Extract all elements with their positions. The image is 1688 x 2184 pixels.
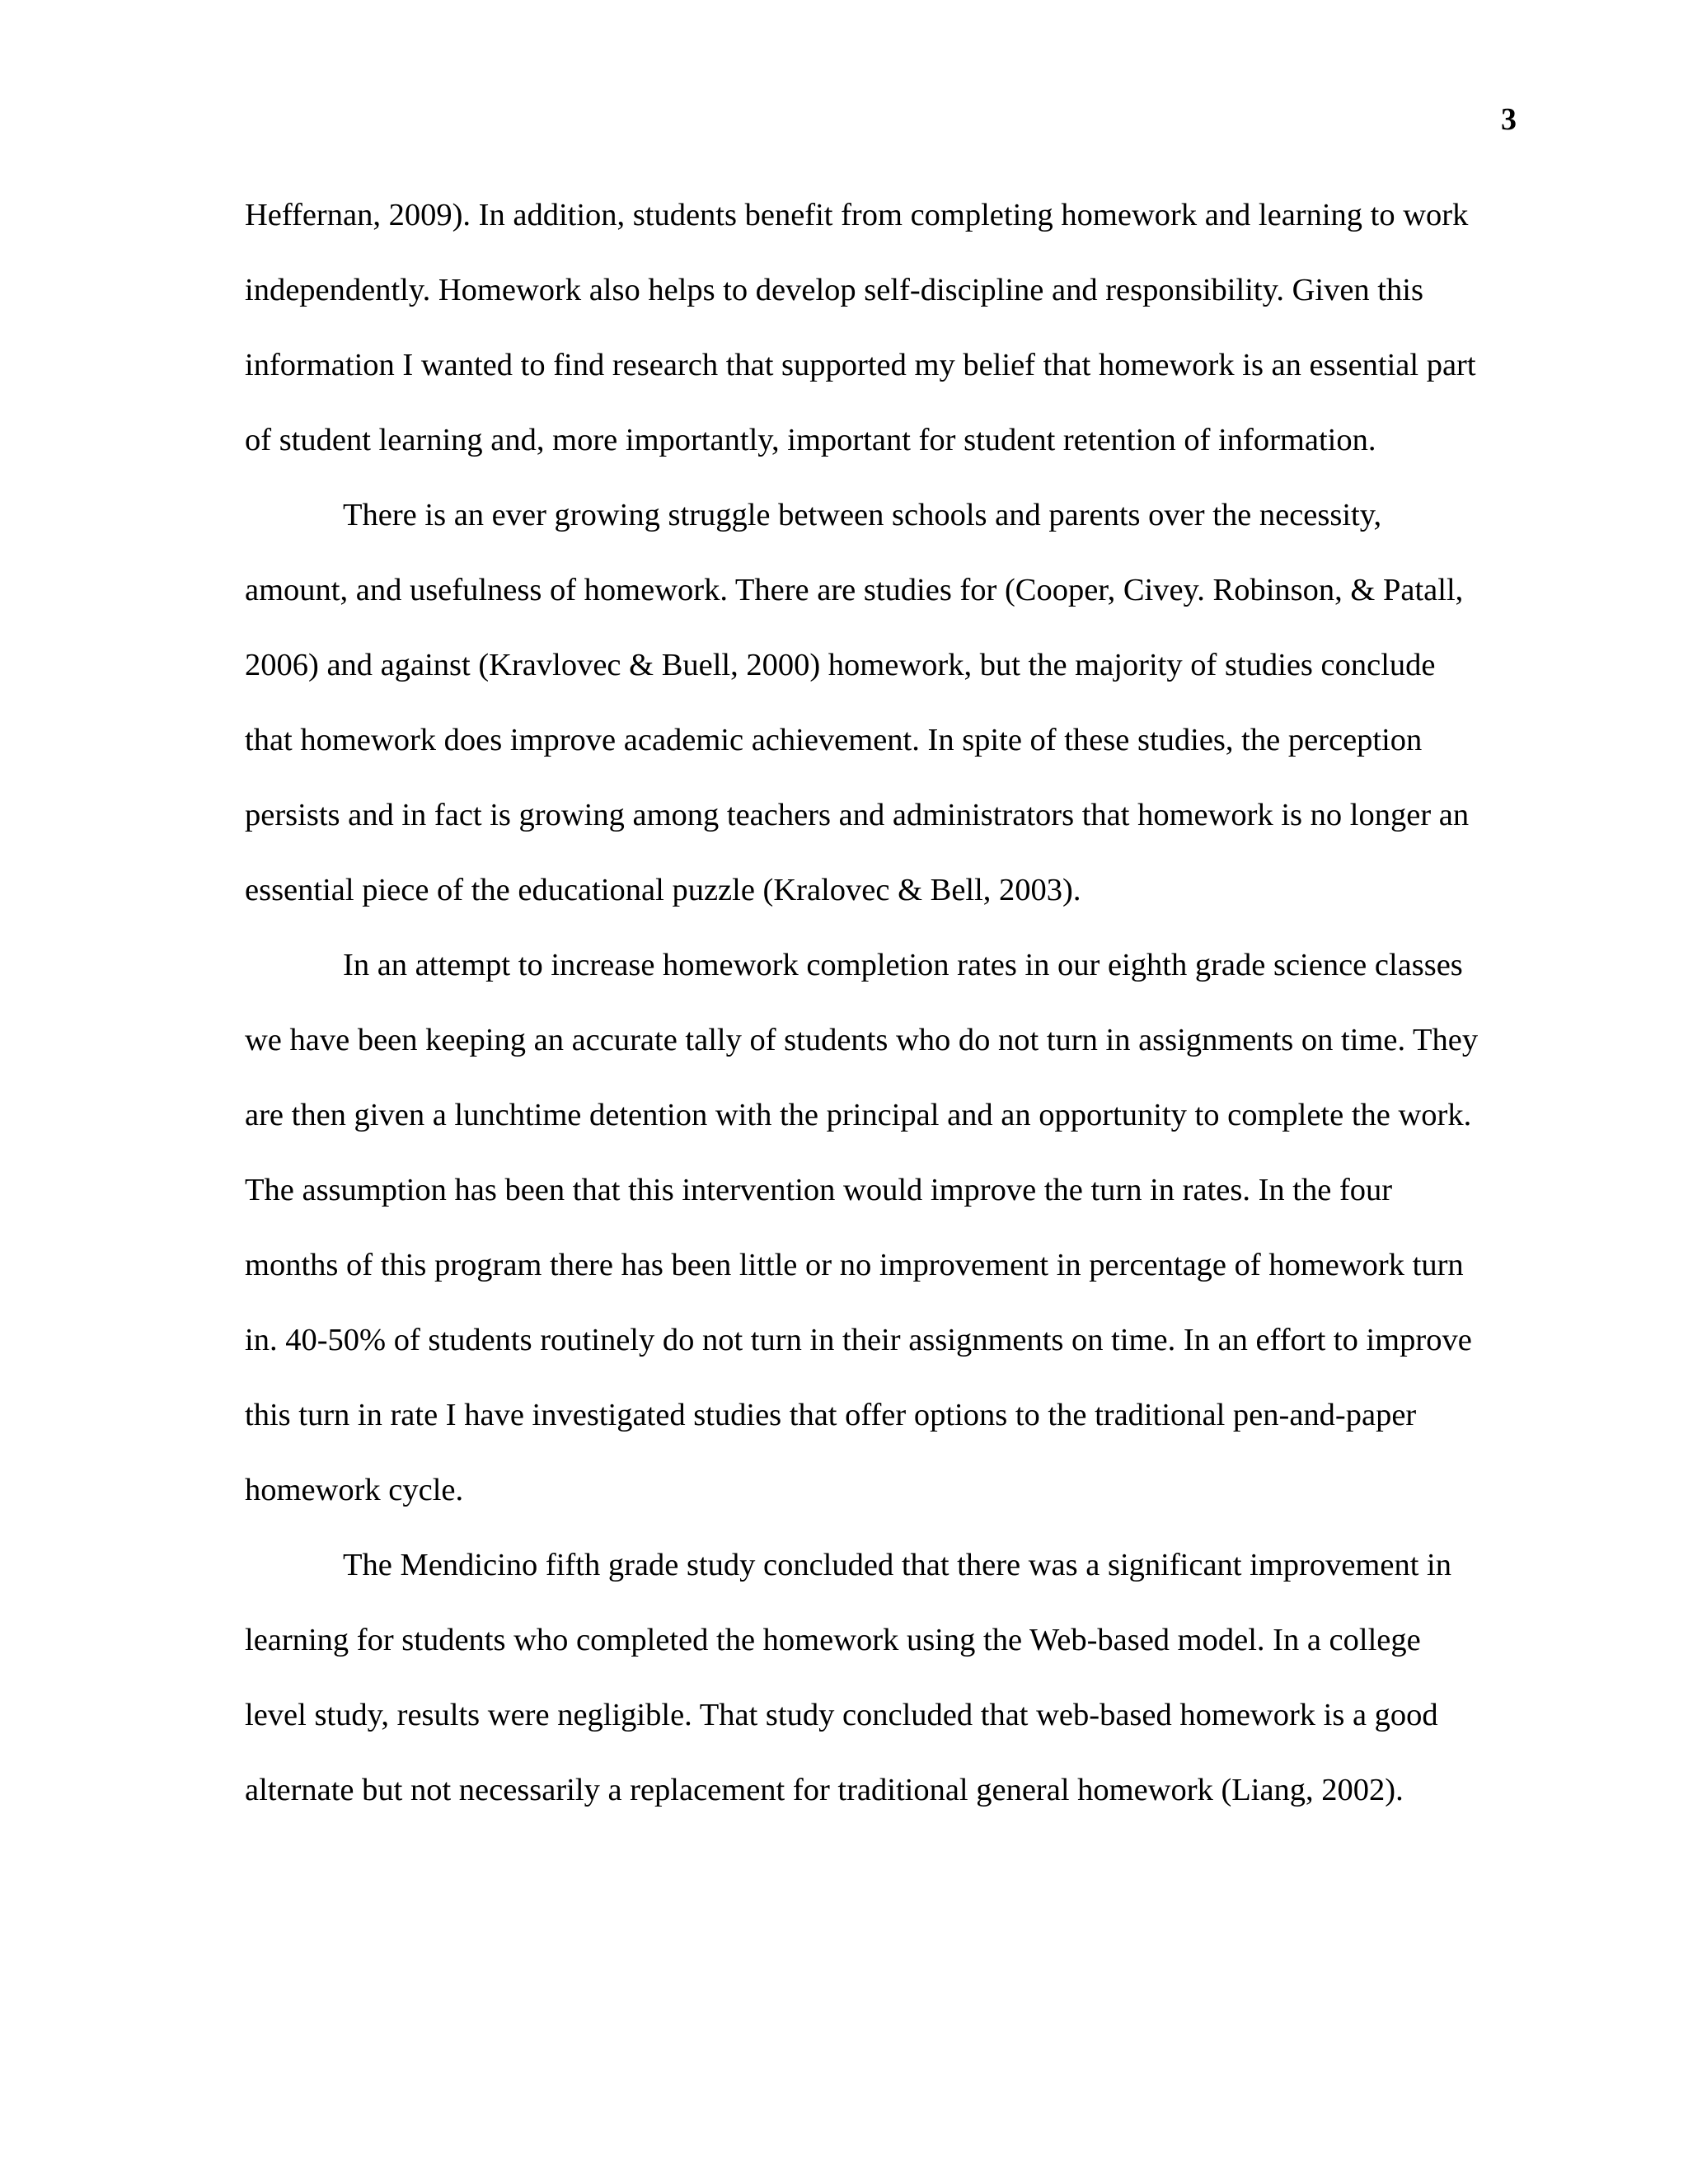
paragraph-3 [245,940,1522,1540]
text-line: In an attempt to increase homework completion rates in our eighth grade science classes [343,948,1463,982]
paragraph-2 [245,490,1522,940]
text-line: that homework does improve academic achievement. In spite of these studies, the perception [245,723,1423,757]
text-line: alternate but not necessarily a replacement for traditional general homework (Liang, 2002). [245,1773,1404,1807]
text-line: months of this program there has been little or no improvement in percentage of homework turn [245,1248,1464,1282]
text-line: learning for students who completed the homework using the Web-based model. In a college [245,1623,1421,1657]
text-line: Heffernan, 2009). In addition, students benefit from completing homework and learning to work [245,198,1469,232]
document-body [245,190,1522,1840]
text-line: The Mendicino fifth grade study concluded that there was a significant improvement in [343,1548,1451,1582]
paragraph-1 [245,190,1522,490]
text-line: independently. Homework also helps to develop self-discipline and responsibility. Given this [245,273,1423,307]
text-line: are then given a lunchtime detention with the principal and an opportunity to complete the work. [245,1098,1472,1132]
paragraph-4 [245,1540,1522,1840]
text-line: in. 40-50% of students routinely do not turn in their assignments on time. In an effort to improve [245,1323,1472,1357]
page-number: 3 [1501,102,1517,137]
text-line: persists and in fact is growing among teachers and administrators that homework is no longer an [245,798,1470,832]
text-line: level study, results were negligible. That study concluded that web-based homework is a good [245,1698,1438,1732]
text-line: amount, and usefulness of homework. There are studies for (Cooper, Civey. Robinson, & Patall, [245,573,1464,607]
text-line: homework cycle. [245,1473,464,1507]
text-line: essential piece of the educational puzzle (Kralovec & Bell, 2003). [245,873,1081,907]
text-line: information I wanted to find research that supported my belief that homework is an essential part [245,348,1476,382]
text-line: 2006) and against (Kravlovec & Buell, 2000) homework, but the majority of studies conclude [245,648,1436,682]
text-line: There is an ever growing struggle between schools and parents over the necessity, [343,498,1382,532]
text-line: this turn in rate I have investigated studies that offer options to the traditional pen-and-paper [245,1398,1417,1432]
text-line: The assumption has been that this intervention would improve the turn in rates. In the four [245,1173,1393,1207]
text-line: we have been keeping an accurate tally of students who do not turn in assignments on time. They [245,1023,1479,1057]
text-line: of student learning and, more importantly, important for student retention of information. [245,423,1376,457]
